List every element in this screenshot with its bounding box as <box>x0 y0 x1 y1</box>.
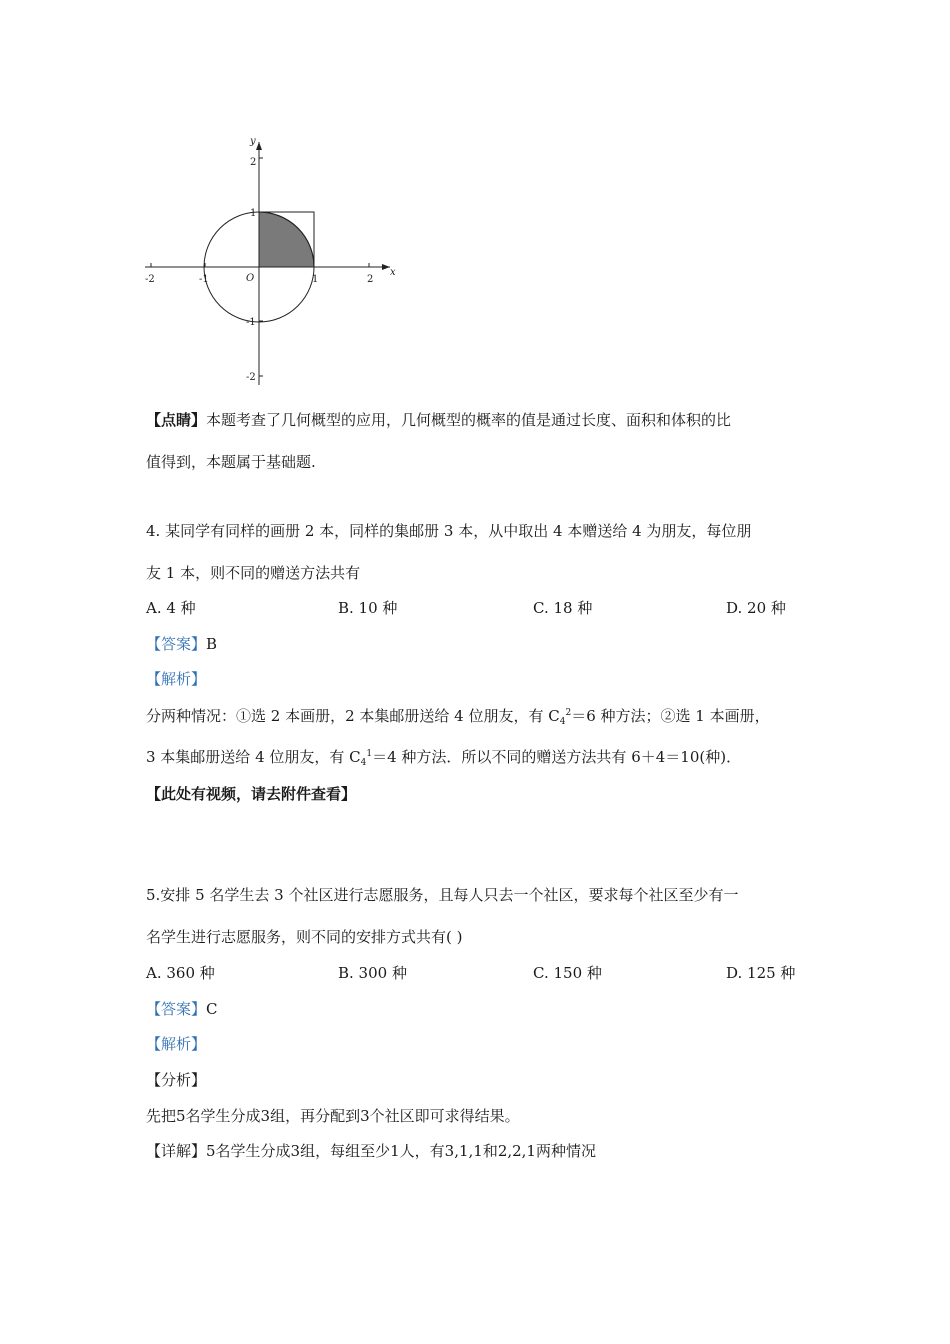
q5-option-b: B. 300 种 <box>338 964 407 982</box>
dianjing-line-2: 值得到，本题属于基础题. <box>146 453 316 471</box>
q4-stem-line-1: 4. 某同学有同样的画册 2 本，同样的集邮册 3 本，从中取出 4 本赠送给 4 为朋友，每位朋 <box>146 522 752 540</box>
y-tick-label: 1 <box>250 208 257 219</box>
origin-label: O <box>246 273 255 284</box>
answer-tag: 【答案】 <box>146 635 207 653</box>
q5-option-d: D. 125 种 <box>726 964 796 982</box>
q5-stem-line-2: 名学生进行志愿服务，则不同的安排方式共有( ) <box>146 928 463 946</box>
y-axis-label: y <box>250 136 256 147</box>
answer-tag: 【答案】 <box>146 1000 207 1018</box>
q5-fenxi-text: 先把5名学生分成3组，再分配到3个社区即可求得结果。 <box>146 1107 520 1125</box>
q5-stem-line-1: 5.安排 5 名学生去 3 个社区进行志愿服务，且每人只去一个社区，要求每个社区至少有一 <box>146 886 739 904</box>
q4-option-c: C. 18 种 <box>533 599 593 617</box>
q5-xiangjie: 【详解】5名学生分成3组，每组至少1人，有3,1,1和2,2,1两种情况 <box>146 1142 596 1160</box>
xiangjie-tag: 【详解】 <box>146 1142 207 1160</box>
y-tick-label: -2 <box>246 372 256 383</box>
dianjing-line-1: 【点睛】本题考查了几何概型的应用，几何概型的概率的值是通过长度、面积和体积的比 <box>146 411 732 429</box>
dianjing-tag: 【点睛】 <box>146 411 207 429</box>
x-tick-label: 2 <box>367 274 374 285</box>
q5-answer <box>146 998 218 1019</box>
q4-video-note: 【此处有视频，请去附件查看】 <box>146 785 357 803</box>
q4-stem-line-2: 友 1 本，则不同的赠送方法共有 <box>146 564 361 582</box>
q5-analysis-tag: 【解析】 <box>146 1035 207 1053</box>
q4-option-b: B. 10 种 <box>338 599 398 617</box>
q5-option-c: C. 150 种 <box>533 964 602 982</box>
q4-solution-line-1: 分两种情况：①选 2 本画册，2 本集邮册送给 4 位朋友，有 $C_4^2=6$ 种方法；②选 1 本画册， <box>146 707 770 727</box>
q4-solution-line-2: 3 本集邮册送给 4 位朋友，有 $C_4^1=4$ 种方法．所以不同的赠送方法共有 6＋4＝10(种)． <box>146 748 742 768</box>
q5-option-a: A. 360 种 <box>146 964 215 982</box>
answer-value: C <box>206 1000 218 1018</box>
coordinate-figure <box>140 130 410 390</box>
q4-analysis-tag: 【解析】 <box>146 670 207 688</box>
q5-fenxi-tag: 【分析】 <box>146 1071 207 1089</box>
q4-option-a: A. 4 种 <box>146 599 196 617</box>
y-tick-label: -1 <box>246 317 256 328</box>
x-tick-label: 1 <box>312 274 319 285</box>
answer-value: B <box>206 635 218 653</box>
shaded-quarter-disk <box>259 212 314 267</box>
x-axis-label: x <box>390 267 396 278</box>
x-tick-label: -2 <box>145 274 155 285</box>
y-tick-label: 2 <box>250 157 257 168</box>
q4-option-d: D. 20 种 <box>726 599 786 617</box>
q4-answer <box>146 633 217 654</box>
x-tick-label: -1 <box>199 274 209 285</box>
